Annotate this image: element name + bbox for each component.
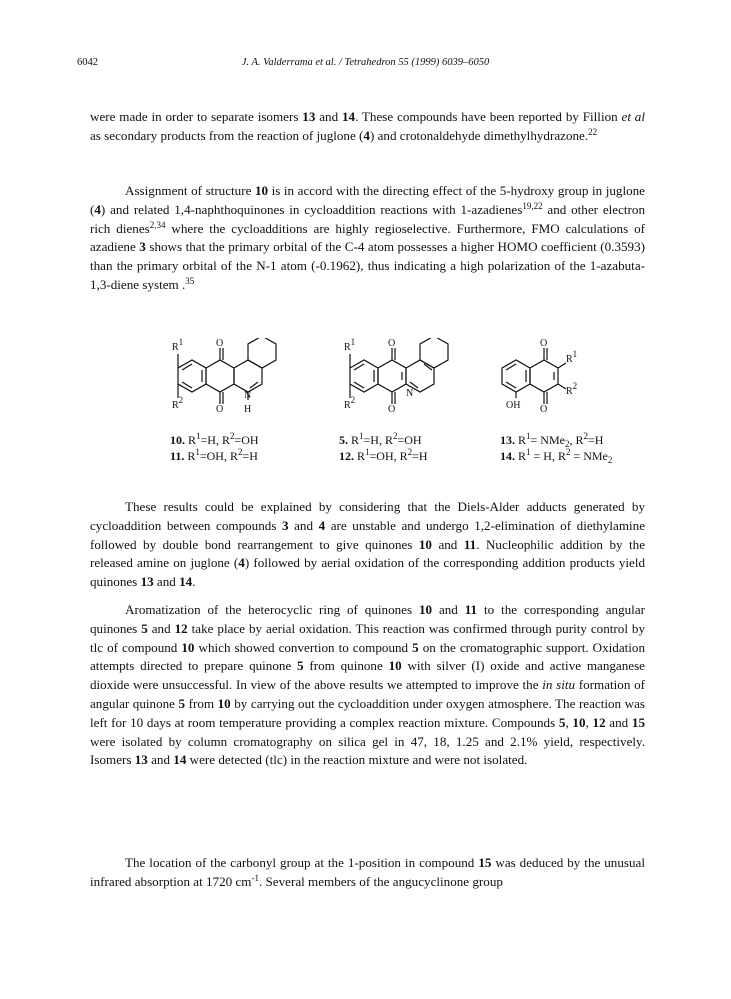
oxygen-label: O [388,338,396,349]
paragraph-2-text: Assignment of structure 10 is in accord with the directing effect of the 5-hydroxy group in juglone (4) and related 1,4-naphthoquinones in cycloaddition reactions with 1-azadienes$^{19,22}$ and other electron rich dienes$^{2,34}$ where the cycloadditions are highly regioselective. Furthermore, FMO calculations of azadiene 3 shows that the primary orbital of the C-4 atom possesses a higher HOMO coefficient (0.3593) than the primary orbital of the N-1 atom (-0.1962), thus indicating a high polarization of the 1-azabuta-1,3-diene system .$^{35}$ [90,183,646,292]
oxygen-label: O [540,338,548,349]
oxygen-label: O [216,404,224,415]
r2-label: $R^2$ [344,395,356,411]
nitrogen-label: N [244,390,252,401]
paragraph-5 [90,854,645,892]
paragraph-4 [90,601,645,770]
caption-13: 13. $R^1= NMe_2$, $R^2=H$ [500,431,604,449]
r1-label: $R^1$ [344,337,356,353]
paragraph-4-text: Aromatization of the heterocyclic ring of quinones 10 and 11 to the corresponding angular quinones 5 and 12 take place by aerial oxidation. This reaction was confirmed through purity control by tlc of compound 10 which showed convertion to compound 5 on the cromatographic support. Oxidation attempts directed to prepare quinone 5 from quinone 10 with silver (I) oxide and active manganese dioxide were unsuccessful. In view of the above results we attempted to improve the in situ formation of angular quinone 5 from 10 by carrying out the cycloaddition under oxygen atmosphere. The reaction was left for 10 days at room temperature providing a complex reaction mixture. Compounds 5, 10, 12 and 15 were isolated by column cromatography on silica gel in 47, 18, 1.25 and 2.1% yield, respectively. Isomers 13 and 14 were detected (tlc) in the reaction mixture and were not isolated. [90,602,646,768]
r2-label: $R^2$ [566,381,578,397]
caption-10-11 [170,432,259,464]
caption-14: 14. $R^1 = H$, $R^2 = NMe_2$ [500,447,613,465]
oxygen-label: O [540,404,548,415]
running-title: J. A. Valderrama et al. / Tetrahedron 55 (1999) 6039–6050 [241,57,490,68]
paragraph-5-text: The location of the carbonyl group at the 1-position in compound 15 was deduced by the unusual infrared absorption at 1720 $cm^{-1}$. Several members of the angucyclinone group [90,855,645,889]
oxygen-label: O [388,404,396,415]
caption-10: 10. $R^1=H$, $R^2=OH$ [170,431,259,447]
oxygen-label: O [216,338,224,349]
structure-13-14 [482,338,582,430]
structure-10-11 [158,338,288,430]
hydroxyl-label: OH [506,400,521,411]
paragraph-1 [90,108,645,146]
paragraph-3-text: These results could be explained by considering that the Diels-Alder adducts generated by cycloaddition between compounds 3 and 4 are unstable and undergo 1,2-elimination of diethylamine followed by double bond rearrangement to give quinones 10 and 11. Nucleophilic addition by the released amine on juglone (4) followed by aerial oxidation of the corresponding addition products yield quinones 13 and 14. [90,499,646,590]
caption-5: 5. $R^1=H$, $R^2=OH$ [339,431,422,447]
r1-label: $R^1$ [172,337,184,353]
paragraph-1-text: were made in order to separate isomers 13 and 14. These compounds have been reported by Fillion et al as secondary products from the reaction of juglone (4) and crotonaldehyde dimethylhydrazone.$^{22}$ [90,109,645,143]
nitrogen-label: N [406,388,414,399]
structure-5-12 [330,338,460,430]
paragraph-3 [90,498,645,592]
caption-12: 12. $R^1=OH$, $R^2=H$ [339,447,428,463]
hydrogen-label: H [244,404,252,415]
caption-5-12 [339,432,428,464]
page-number: 6042 [77,57,98,68]
r1-label: $R^1$ [566,349,578,365]
caption-13-14 [500,432,612,464]
r2-label: $R^2$ [172,395,184,411]
paragraph-2 [90,182,645,295]
caption-11: 11. $R^1=OH$, $R^2=H$ [170,447,258,463]
